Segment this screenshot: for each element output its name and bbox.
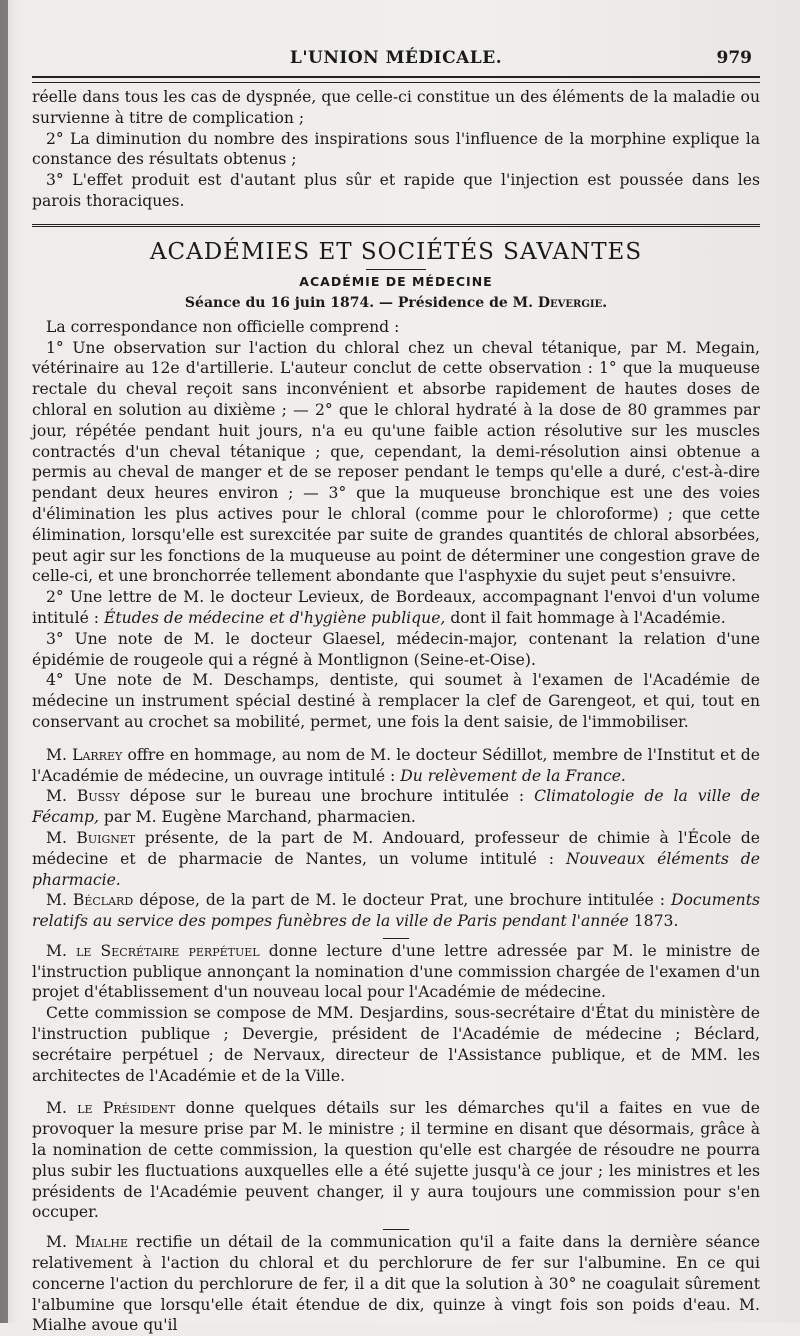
buignet-name: M. Buignet [46, 828, 136, 847]
seance-line [32, 295, 760, 311]
mialhe-name: M. Mialhe [46, 1233, 129, 1252]
section-title: ACADÉMIES ET SOCIÉTÉS SAVANTES [149, 238, 643, 265]
item-1-paragraph: 1° Une observation sur l'action du chloral chez un cheval tétanique, par M. Megain, vétérinaire au 12e d'artillerie. L'auteur conclut de cette observation : 1° que la muqueuse rectale du cheval reçoit sans inconvénient et absorbe rapidement de hautes doses de chloral en solution au dixième ; — 2° que le chloral hydraté à la dose de 80 grammes par jour, répétée pendant huit jours, n'a eu qu'une faible action résolutive sur les muscles contractés d'un cheval tétanique ; que, cependant, la demi-résolution ainsi obtenue a permis au cheval de manger et de se reposer pendant le temps qu'elle a duré, c'est-à-dire pendant deux heures environ ; — 3° que la muqueuse bronchique est une des voies d'élimination les plus actives pour le chloral (comme pour le chloroforme) ; que cette élimination, lorsqu'elle est surexcitée par suite de grandes quantités de chloral absorbées, peut agir sur les fonctions de la muqueuse au point de déterminer une congestion grave de celle-ci, et une bronchorrée tellement abondante que l'asphyxie du sujet peut s'ensuivre. [32, 338, 760, 586]
item-2-paragraph [32, 587, 760, 629]
section-subtitle: ACADÉMIE DE MÉDECINE [299, 273, 493, 289]
buignet-paragraph [32, 828, 760, 890]
mialhe-text: rectifie un détail de la communication qu'il a faite dans la dernière séance relativement à l'action du chloral et du perchlorure de fer sur l'albumine. En ce qui concerne l'action du perchlorure de fer, il a dit que la solution à 30° ne coagulait sûrement l'albumine que lorsqu'elle était étendue de dix, quinze à vingt fois son poids d'eau. M. Mialhe avoue qu'il [32, 1233, 760, 1335]
beclard-name: M. Béclard [46, 891, 134, 910]
intro-paragraph-1: réelle dans tous les cas de dyspnée, que celle-ci constitue un des éléments de la maladie ou survienne à titre de complication ; [32, 88, 760, 127]
commission-paragraph: Cette commission se compose de MM. Desjardins, sous-secrétaire d'État du ministère de l'instruction publique ; Devergie, président de l'Académie de médecine ; Béclard, secrétaire perpétuel ; de Nervaux, directeur de l'Assistance publique, et de MM. les architectes de l'Académie et de la Ville. [32, 1004, 760, 1085]
item-2-text-b: dont il fait hommage à l'Académie. [445, 608, 726, 627]
bussy-paragraph [32, 786, 760, 828]
paragraph-separator [383, 1229, 409, 1230]
section-short-rule [366, 269, 426, 270]
bussy-name: M. Bussy [46, 787, 120, 806]
journal-title: L'UNION MÉDICALE. [289, 48, 503, 68]
bussy-text-b: par M. Eugène Marchand, pharmacien. [98, 808, 416, 827]
mialhe-paragraph [32, 1232, 760, 1336]
secretary-paragraph [32, 941, 760, 1003]
intro-paragraph-3: 3° L'effet produit est d'autant plus sûr et rapide que l'injection est poussée dans les parois thoraciques. [32, 171, 760, 210]
president-name: M. le Président [46, 1099, 176, 1118]
president-text: donne quelques détails sur les démarches qu'il a faites en vue de provoquer la mesure prise par M. le ministre ; il termine en disant que désormais, grâce à la nomination de cette commission, la question qu'elle est chargée de résoudre ne pourra plus subir les fluctuations auxquelles elle a été sujette jusqu'à ce jour ; les ministres et les présidents de l'Académie peuvent changer, il y aura toujours une commission pour s'en occuper. [32, 1099, 761, 1222]
header-rule-thin [32, 82, 760, 83]
larrey-text: offre en hommage, au nom de M. le docteur Sédillot, membre de l'Institut et de l'Académie de médecine, un ouvrage intitulé : [32, 745, 760, 785]
bussy-book-title: Climatologie de la ville de Fécamp, [32, 787, 760, 827]
section-divider [32, 224, 760, 229]
page-number: 979 [716, 48, 752, 68]
beclard-text: dépose, de la part de M. le docteur Prat, une brochure intitulée : [133, 891, 671, 910]
beclard-year: 1873. [628, 912, 679, 931]
president-paragraph [32, 1098, 760, 1223]
seance-president: Devergie. [537, 294, 608, 311]
bussy-text-a: dépose sur le bureau une brochure intitulée : [119, 787, 535, 806]
header-rule [32, 76, 760, 78]
spacer [32, 733, 760, 745]
paragraph-separator [383, 938, 409, 939]
buignet-text: présente, de la part de M. Andouard, professeur de chimie à l'École de médecine et de pharmacie de Nantes, un volume intitulé : [32, 828, 760, 868]
intro-paragraph-2: 2° La diminution du nombre des inspirations sous l'influence de la morphine explique la constance des résultats obtenus ; [32, 129, 760, 169]
beclard-paragraph [32, 890, 760, 932]
item-2-text-a: 2° Une lettre de M. le docteur Levieux, de Bordeaux, accompagnant l'envoi d'un volume intitulé : [32, 588, 760, 627]
larrey-book-title: Du relèvement de la France. [400, 766, 626, 785]
spacer [32, 1086, 760, 1098]
running-header [32, 34, 760, 68]
correspondence-intro: La correspondance non officielle comprend : [46, 317, 400, 336]
larrey-paragraph [32, 745, 760, 787]
buignet-book-title: Nouveaux éléments de pharmacie. [32, 849, 760, 889]
item-3-paragraph: 3° Une note de M. le docteur Glaesel, médecin-major, contenant la relation d'une épidémie de rougeole qui a régné à Montlignon (Seine-et-Oise). [32, 629, 760, 669]
beclard-book-title: Documents relatifs au service des pompes funèbres de la ville de Paris pendant l'année [32, 891, 760, 931]
secretary-name: M. le Secrétaire perpétuel [46, 941, 260, 960]
secretary-text: donne lecture d'une lettre adressée par M. le ministre de l'instruction publique annonçant la nomination d'une commission chargée de l'examen d'un projet d'établissement d'un nouveau local pour l'Académie de médecine. [32, 941, 760, 1002]
larrey-name: M. Larrey [46, 745, 123, 764]
seance-date: Séance du 16 juin 1874. — Présidence de M. [184, 294, 538, 311]
item-4-paragraph: 4° Une note de M. Deschamps, dentiste, qui soumet à l'examen de l'Académie de médecine un instrument spécial destiné à remplacer la clef de Garengeot, et qui, tout en conservant au crochet sa mobilité, permet, une fois la dent saisie, de l'immobiliser. [32, 671, 760, 731]
item-2-book-title: Études de médecine et d'hygiène publique, [103, 608, 446, 627]
